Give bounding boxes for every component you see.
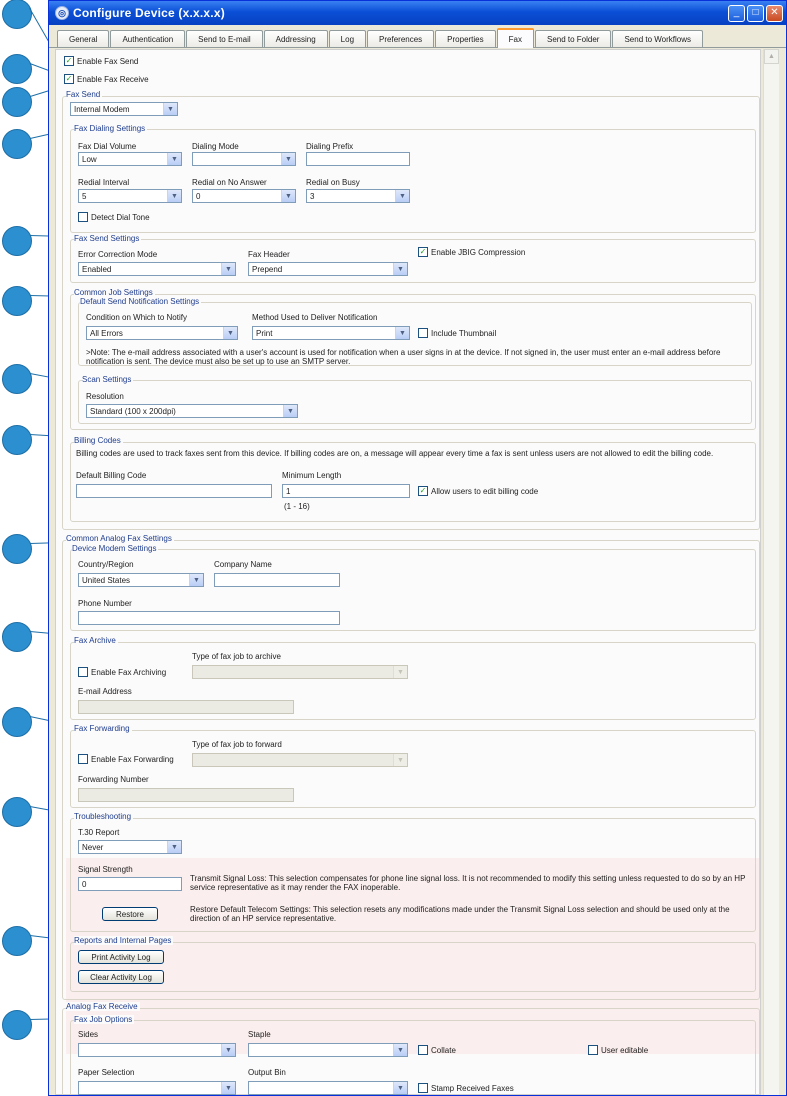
minimize-button[interactable]: _ (728, 5, 745, 22)
dialing-mode-label: Dialing Mode (192, 142, 239, 151)
allow-edit-billing-label: Allow users to edit billing code (431, 487, 539, 496)
callout-marker-10 (2, 622, 32, 652)
scroll-up-arrow-icon[interactable]: ▲ (764, 49, 779, 64)
output-bin-label: Output Bin (248, 1068, 286, 1077)
phone-number-input[interactable] (78, 611, 340, 625)
callout-marker-13 (2, 926, 32, 956)
forward-type-select[interactable] (192, 753, 408, 767)
chevron-down-icon: ▼ (393, 263, 407, 275)
signal-strength-label: Signal Strength (78, 865, 133, 874)
archive-type-label: Type of fax job to archive (192, 652, 281, 661)
notify-condition-select[interactable]: All Errors ▼ (86, 326, 238, 340)
forward-type-label: Type of fax job to forward (192, 740, 282, 749)
tab-preferences[interactable]: Preferences (367, 30, 434, 47)
dialing-mode-select[interactable] (192, 152, 296, 166)
tab-log[interactable]: Log (329, 30, 366, 47)
enable-fax-receive-checkbox[interactable]: ✓ (65, 74, 73, 83)
chevron-down-icon: ▼ (221, 1044, 235, 1056)
allow-edit-billing-checkbox[interactable]: ✓ (419, 486, 427, 495)
include-thumbnail-checkbox[interactable] (418, 328, 428, 338)
detect-dial-tone-checkbox[interactable] (78, 212, 88, 222)
send-notification-title: Default Send Notification Settings (80, 297, 200, 306)
tab-fax[interactable]: Fax (497, 28, 534, 48)
minimum-length-input[interactable]: 1 (282, 484, 410, 498)
redial-no-answer-label: Redial on No Answer (192, 178, 267, 187)
dialing-prefix-input[interactable] (306, 152, 410, 166)
notify-condition-label: Condition on Which to Notify (86, 313, 187, 322)
chevron-down-icon: ▼ (167, 153, 181, 165)
company-name-input[interactable] (214, 573, 340, 587)
troubleshooting-title: Troubleshooting (74, 812, 132, 821)
output-bin-select[interactable] (248, 1081, 408, 1095)
chevron-down-icon: ▼ (393, 1044, 407, 1056)
enable-archiving-checkbox[interactable] (78, 667, 88, 677)
fax-send-settings-group (70, 239, 756, 283)
redial-busy-select[interactable]: 3 ▼ (306, 189, 410, 203)
tab-strip (49, 28, 786, 48)
callout-marker-12 (2, 797, 32, 827)
callout-marker-6 (2, 286, 32, 316)
phone-number-label: Phone Number (78, 599, 132, 608)
notification-note-line2: notification is sent. The device must also be set up to use an SMTP server. (86, 357, 351, 366)
sides-select[interactable] (78, 1043, 236, 1057)
archive-email-label: E-mail Address (78, 687, 132, 696)
callout-marker-3 (2, 87, 32, 117)
chevron-down-icon: ▼ (395, 190, 409, 202)
analog-settings-title: Common Analog Fax Settings (66, 534, 172, 543)
restore-button[interactable]: Restore (102, 907, 158, 921)
t30-report-label: T.30 Report (78, 828, 120, 837)
collate-checkbox[interactable] (418, 1045, 428, 1055)
redial-interval-select[interactable]: 5 ▼ (78, 189, 182, 203)
chevron-down-icon: ▼ (283, 405, 297, 417)
notification-note-line1: >Note: The e-mail address associated with a user's account is used for notification when a user signs in at the device. If not signed in, the user must enter an e-mail address before (86, 348, 721, 357)
chevron-down-icon: ▼ (395, 327, 409, 339)
fax-dialing-title: Fax Dialing Settings (74, 124, 146, 133)
enable-fax-receive-label: Enable Fax Receive (77, 75, 149, 84)
callout-marker-9 (2, 534, 32, 564)
fax-header-label: Fax Header (248, 250, 290, 259)
enable-forwarding-label: Enable Fax Forwarding (91, 755, 174, 764)
configure-device-window (48, 0, 787, 1096)
reports-title: Reports and Internal Pages (74, 936, 172, 945)
staple-label: Staple (248, 1030, 271, 1039)
enable-fax-send-label: Enable Fax Send (77, 57, 139, 66)
tab-send-to-folder[interactable]: Send to Folder (535, 30, 611, 47)
app-icon: ◎ (55, 6, 69, 20)
fax-send-title: Fax Send (66, 90, 101, 99)
chevron-down-icon: ▼ (393, 754, 407, 766)
sides-label: Sides (78, 1030, 99, 1039)
ecm-label: Error Correction Mode (78, 250, 158, 259)
fax-forwarding-title: Fax Forwarding (74, 724, 130, 733)
chevron-down-icon: ▼ (163, 103, 177, 115)
signal-note-line1: Transmit Signal Loss: This selection compensates for phone line signal loss. It is not recommended to modify this setting unless requested to do so by an HP (190, 874, 746, 883)
callout-marker-7 (2, 364, 32, 394)
default-billing-code-label: Default Billing Code (76, 471, 147, 480)
forwarding-number-label: Forwarding Number (78, 775, 149, 784)
resolution-label: Resolution (86, 392, 124, 401)
t30-report-select[interactable]: Never ▼ (78, 840, 182, 854)
redial-interval-label: Redial Interval (78, 178, 130, 187)
reports-group (70, 942, 756, 992)
chevron-down-icon: ▼ (281, 190, 295, 202)
enable-fax-send-checkbox[interactable]: ✓ (65, 56, 73, 65)
enable-forwarding-checkbox[interactable] (78, 754, 88, 764)
callout-marker-8 (2, 425, 32, 455)
modem-settings-title: Device Modem Settings (72, 544, 157, 553)
resolution-select[interactable]: Standard (100 x 200dpi) ▼ (86, 404, 298, 418)
detect-dial-tone-label: Detect Dial Tone (91, 213, 150, 222)
maximize-button[interactable]: □ (747, 5, 764, 22)
tab-general[interactable]: General (57, 30, 109, 47)
fax-archive-title: Fax Archive (74, 636, 116, 645)
forwarding-number-input[interactable] (78, 788, 294, 802)
dial-volume-select[interactable]: Low ▼ (78, 152, 182, 166)
paper-selection-select[interactable] (78, 1081, 236, 1095)
chevron-down-icon: ▼ (189, 574, 203, 586)
chevron-down-icon: ▼ (281, 153, 295, 165)
clear-activity-log-button[interactable]: Clear Activity Log (78, 970, 164, 984)
callout-marker-4 (2, 129, 32, 159)
country-select[interactable]: United States ▼ (78, 573, 204, 587)
fax-send-settings-title: Fax Send Settings (74, 234, 140, 243)
user-editable-checkbox[interactable] (588, 1045, 598, 1055)
fax-settings-panel (55, 49, 761, 1095)
window-title: Configure Device (x.x.x.x) (73, 6, 225, 20)
callout-marker-14 (2, 1010, 32, 1040)
callout-marker-5 (2, 226, 32, 256)
restore-note-line1: Restore Default Telecom Settings: This selection resets any modifications made under the Transmit Signal Loss selection and should be used only at the (190, 905, 730, 914)
fax-job-options-title: Fax Job Options (74, 1015, 133, 1024)
title-bar (49, 1, 786, 25)
billing-description: Billing codes are used to track faxes sent from this device. If billing codes are on, a message will appear every time a fax is sent unless users are not allowed to edit the billing code. (76, 449, 714, 458)
fax-dialing-group (70, 129, 756, 233)
chevron-down-icon: ▼ (393, 666, 407, 678)
chevron-down-icon: ▼ (221, 263, 235, 275)
fax-header-select[interactable]: Prepend ▼ (248, 262, 408, 276)
chevron-down-icon: ▼ (167, 841, 181, 853)
minimum-length-label: Minimum Length (282, 471, 342, 480)
jbig-compression-checkbox[interactable]: ✓ (419, 247, 427, 256)
staple-select[interactable] (248, 1043, 408, 1057)
user-editable-label: User editable (601, 1046, 649, 1055)
fax-send-method-select[interactable]: Internal Modem ▼ (70, 102, 178, 116)
redial-busy-label: Redial on Busy (306, 178, 360, 187)
chevron-down-icon: ▼ (221, 1082, 235, 1094)
restore-note-line2: direction of an HP service representative. (190, 914, 337, 923)
collate-label: Collate (431, 1046, 456, 1055)
minimum-length-range: (1 - 16) (284, 502, 310, 511)
paper-selection-label: Paper Selection (78, 1068, 135, 1077)
stamp-received-faxes-label: Stamp Received Faxes (431, 1084, 514, 1093)
ecm-select[interactable]: Enabled ▼ (78, 262, 236, 276)
scan-settings-title: Scan Settings (82, 375, 132, 384)
callout-marker-2 (2, 54, 32, 84)
common-job-title: Common Job Settings (74, 288, 153, 297)
company-name-label: Company Name (214, 560, 272, 569)
include-thumbnail-label: Include Thumbnail (431, 329, 497, 338)
redial-no-answer-select[interactable]: 0 ▼ (192, 189, 296, 203)
chevron-down-icon: ▼ (223, 327, 237, 339)
dialing-prefix-label: Dialing Prefix (306, 142, 354, 151)
archive-email-input[interactable] (78, 700, 294, 714)
callout-marker-1 (2, 0, 32, 29)
dial-volume-label: Fax Dial Volume (78, 142, 137, 151)
archive-type-select[interactable] (192, 665, 408, 679)
country-label: Country/Region (78, 560, 134, 569)
billing-codes-title: Billing Codes (74, 436, 121, 445)
chevron-down-icon: ▼ (167, 190, 181, 202)
default-billing-code-input[interactable] (76, 484, 272, 498)
analog-receive-title: Analog Fax Receive (66, 1002, 138, 1011)
tab-addressing[interactable]: Addressing (264, 30, 328, 47)
vertical-scrollbar[interactable] (763, 49, 779, 1095)
jbig-compression-label: Enable JBIG Compression (431, 248, 526, 257)
notify-method-select[interactable]: Print ▼ (252, 326, 410, 340)
chevron-down-icon: ▼ (393, 1082, 407, 1094)
tab-properties[interactable]: Properties (435, 30, 495, 47)
tab-send-to-workflows[interactable]: Send to Workflows (612, 30, 703, 47)
signal-strength-input[interactable]: 0 (78, 877, 182, 891)
signal-note-line2: service representative as it may render the FAX inoperable. (190, 883, 401, 892)
tab-send-to-email[interactable]: Send to E-mail (186, 30, 262, 47)
stamp-received-faxes-checkbox[interactable] (418, 1083, 428, 1093)
callout-marker-11 (2, 707, 32, 737)
enable-archiving-label: Enable Fax Archiving (91, 668, 167, 677)
notify-method-label: Method Used to Deliver Notification (252, 313, 378, 322)
tab-authentication[interactable]: Authentication (110, 30, 185, 47)
print-activity-log-button[interactable]: Print Activity Log (78, 950, 164, 964)
close-button[interactable]: ✕ (766, 5, 783, 22)
